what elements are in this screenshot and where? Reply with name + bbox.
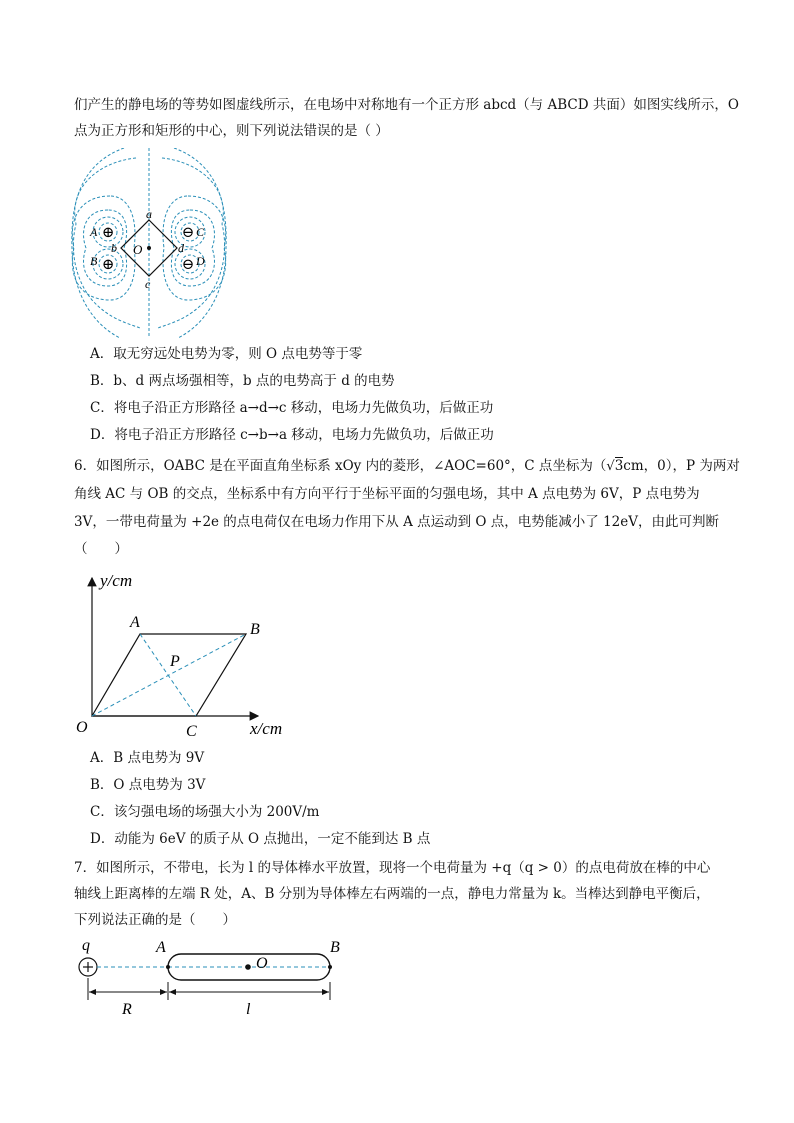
label-c: c bbox=[145, 277, 151, 291]
q6-option-b: B．O 点电势为 3V bbox=[90, 777, 206, 793]
center-point-o bbox=[147, 246, 151, 250]
q7-line-1: 7．如图所示，不带电，长为 l 的导体棒水平放置，现将一个电荷量为 +q（q > 0）的点电荷放在棒的中心 bbox=[74, 860, 711, 876]
q6-line-3: 3V，一带电荷量为 +2e 的点电荷仅在电场力作用下从 A 点运动到 O 点，电势能减小了 12eV，由此可判断 bbox=[74, 514, 719, 530]
q6-line-1 bbox=[74, 456, 740, 477]
point-o-dot bbox=[245, 964, 251, 970]
sqrt-radicand: 3 bbox=[614, 458, 624, 474]
q5-option-c: C．将电子沿正方形路径 a→d→c 移动，电场力先做负功，后做正功 bbox=[90, 400, 494, 416]
q6-line-2: 角线 AC 与 OB 的交点，坐标系中有方向平行于坐标平面的匀强电场，其中 A 点电势为 6V，P 点电势为 bbox=[74, 486, 700, 502]
point-b-label: B bbox=[250, 621, 260, 638]
label-o: O bbox=[133, 242, 143, 257]
distance-r-label: R bbox=[122, 1001, 132, 1018]
point-a-label: A bbox=[130, 614, 140, 631]
point-b-dot bbox=[328, 965, 332, 969]
intro-line-2: 点为正方形和矩形的中心，则下列说法错误的是（ ） bbox=[74, 123, 389, 139]
length-l-label: l bbox=[246, 1001, 251, 1018]
q6-line-1-end: cm，0），P 为两对 bbox=[623, 458, 740, 474]
q6-option-d: D．动能为 6eV 的质子从 O 点抛出，一定不能到达 B 点 bbox=[90, 831, 431, 847]
sqrt-symbol: √ bbox=[606, 459, 615, 474]
equipotential-lines bbox=[72, 148, 226, 338]
label-a: a bbox=[146, 207, 152, 221]
diagonal-ob bbox=[92, 634, 246, 716]
charge-b-plus: ⊕ bbox=[101, 257, 115, 273]
intro-line-1: 们产生的静电场的等势如图虚线所示，在电场中对称地有一个正方形 abcd（与 ABCD 共面）如图实线所示，O bbox=[74, 97, 739, 113]
q5-option-d: D．将电子沿正方形路径 c→b→a 移动，电场力先做负功，后做正功 bbox=[90, 427, 494, 443]
point-c-label: C bbox=[186, 723, 197, 740]
q6-option-c: C．该匀强电场的场强大小为 200V/m bbox=[90, 804, 320, 820]
q7-line-2: 轴线上距离棒的左端 R 处，A、B 分别为导体棒左右两端的一点，静电力常量为 k。当棒达到静电平衡后， bbox=[74, 886, 710, 902]
origin-label: O bbox=[76, 719, 88, 736]
label-C: C bbox=[196, 225, 205, 239]
q7-line-3: 下列说法正确的是（ ） bbox=[74, 912, 236, 928]
charge-c-minus: ⊖ bbox=[181, 225, 195, 241]
label-d: d bbox=[178, 241, 184, 255]
point-p-label: P bbox=[170, 653, 180, 670]
q6-line-4: （ ） bbox=[74, 541, 128, 557]
label-B: B bbox=[90, 254, 98, 268]
label-A: A bbox=[90, 225, 98, 239]
end-b-label: B bbox=[330, 939, 340, 956]
q6-line-1-start: 6．如图所示，OABC 是在平面直角坐标系 xOy 内的菱形，∠AOC=60°，C 点坐标为（ bbox=[74, 458, 607, 474]
y-axis-label: y/cm bbox=[100, 571, 133, 590]
q6-option-a: A．B 点电势为 9V bbox=[90, 750, 205, 766]
charge-q-label: q bbox=[82, 937, 90, 954]
equipotential-figure bbox=[64, 148, 236, 338]
rhombus-figure bbox=[72, 566, 302, 744]
charge-d-minus: ⊖ bbox=[181, 257, 195, 273]
label-D: D bbox=[196, 254, 205, 268]
charge-a-plus: ⊕ bbox=[101, 225, 115, 241]
center-o-label: O bbox=[256, 955, 268, 972]
point-a-dot bbox=[166, 965, 170, 969]
q5-option-b: B．b、d 两点场强相等，b 点的电势高于 d 的电势 bbox=[90, 373, 395, 389]
end-a-label: A bbox=[156, 939, 166, 956]
x-axis-label: x/cm bbox=[250, 719, 283, 738]
conductor-rod-figure bbox=[72, 936, 352, 1020]
q5-option-a: A．取无穷远处电势为零，则 O 点电势等于零 bbox=[90, 346, 363, 362]
label-b: b bbox=[111, 241, 117, 255]
